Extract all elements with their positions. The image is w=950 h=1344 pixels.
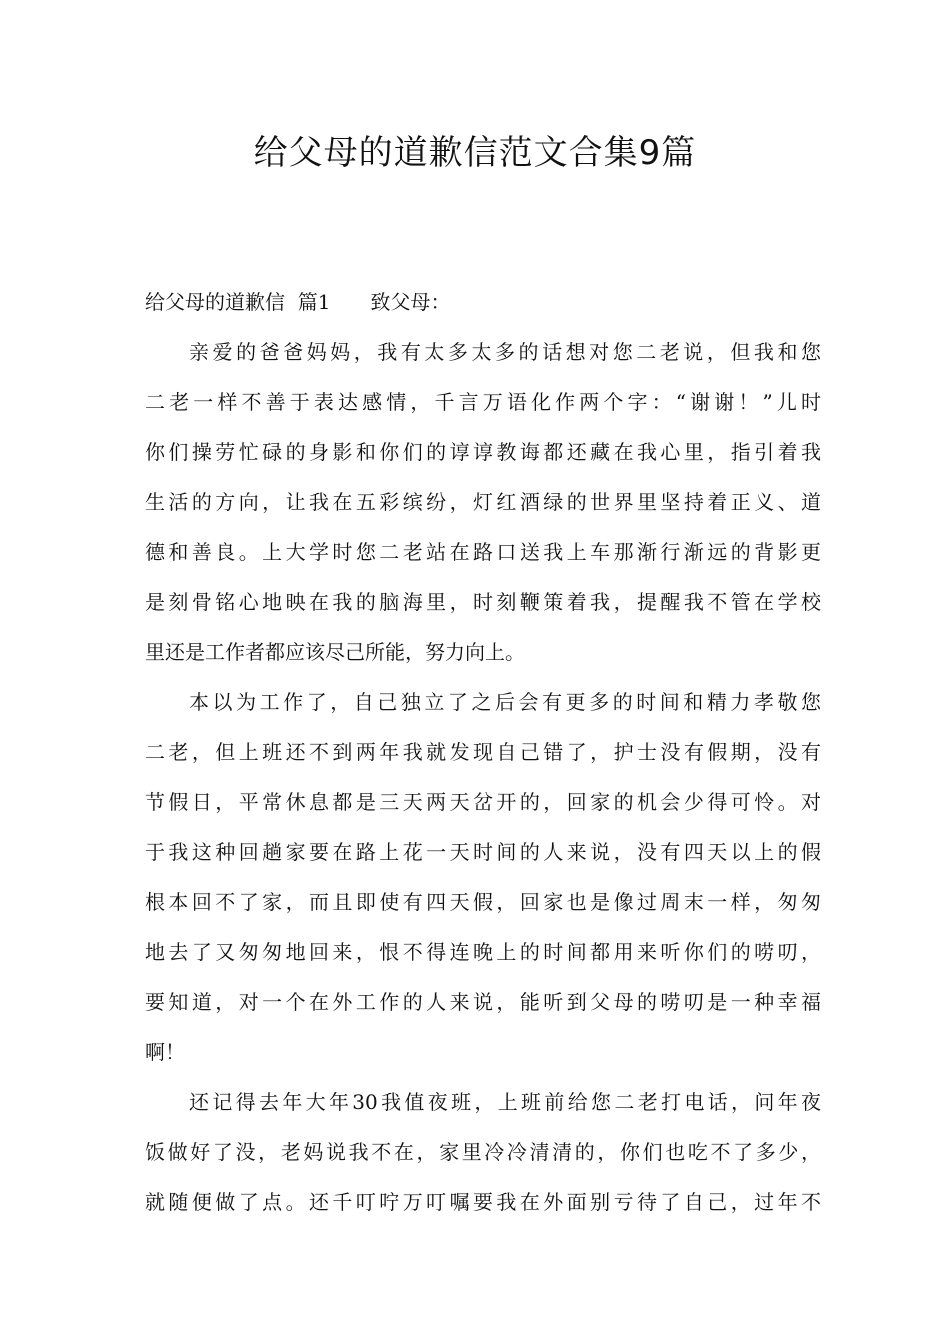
paragraph <box>145 327 821 677</box>
text-line: 二老一样不善于表达感情，千言万语化作两个字：“谢谢！”儿时 <box>145 390 821 414</box>
text-line: 亲爱的爸爸妈妈，我有太多太多的话想对您二老说，但我和您 <box>189 340 821 364</box>
text-line: 要知道，对一个在外工作的人来说，能听到父母的唠叨是一种幸福 <box>145 990 821 1014</box>
text-line: 本以为工作了，自己独立了之后会有更多的时间和精力孝敬您 <box>189 690 821 714</box>
text-line: 德和善良。上大学时您二老站在路口送我上车那渐行渐远的背影更 <box>145 540 821 564</box>
text-line: 就随便做了点。还千叮咛万叮嘱要我在外面别亏待了自己，过年不 <box>145 1190 821 1214</box>
section-heading-line <box>145 277 821 327</box>
text-line: 是刻骨铭心地映在我的脑海里，时刻鞭策着我，提醒我不管在学校 <box>145 590 821 614</box>
text-line: 生活的方向，让我在五彩缤纷，灯红酒绿的世界里坚持着正义、道 <box>145 490 821 514</box>
document-title: 给父母的道歉信范文合集9篇 <box>253 133 697 173</box>
paragraph <box>145 677 821 1077</box>
text-line: 根本回不了家，而且即使有四天假，回家也是像过周末一样，匆匆 <box>145 890 821 914</box>
text-line: 于我这种回趟家要在路上花一天时间的人来说，没有四天以上的假 <box>145 840 821 864</box>
text-line: 饭做好了没，老妈说我不在，家里冷冷清清的，你们也吃不了多少， <box>145 1140 821 1164</box>
paragraph <box>145 1077 821 1227</box>
text-line: 地去了又匆匆地回来，恨不得连晚上的时间都用来听你们的唠叨， <box>145 940 821 964</box>
text-line: 啊！ <box>145 1040 185 1064</box>
greeting: 致父母： <box>370 290 451 314</box>
text-line: 二老，但上班还不到两年我就发现自己错了，护士没有假期，没有 <box>145 740 821 764</box>
text-line: 你们操劳忙碌的身影和你们的谆谆教诲都还藏在我心里，指引着我 <box>145 440 821 464</box>
text-line: 里还是工作者都应该尽己所能，努力向上。 <box>145 640 525 664</box>
text-line: 还记得去年大年30我值夜班，上班前给您二老打电话，问年夜 <box>189 1090 821 1114</box>
section-heading: 给父母的道歉信 篇1 <box>145 290 331 314</box>
text-line: 节假日，平常休息都是三天两天岔开的，回家的机会少得可怜。对 <box>145 790 821 814</box>
document-body <box>145 277 821 1227</box>
